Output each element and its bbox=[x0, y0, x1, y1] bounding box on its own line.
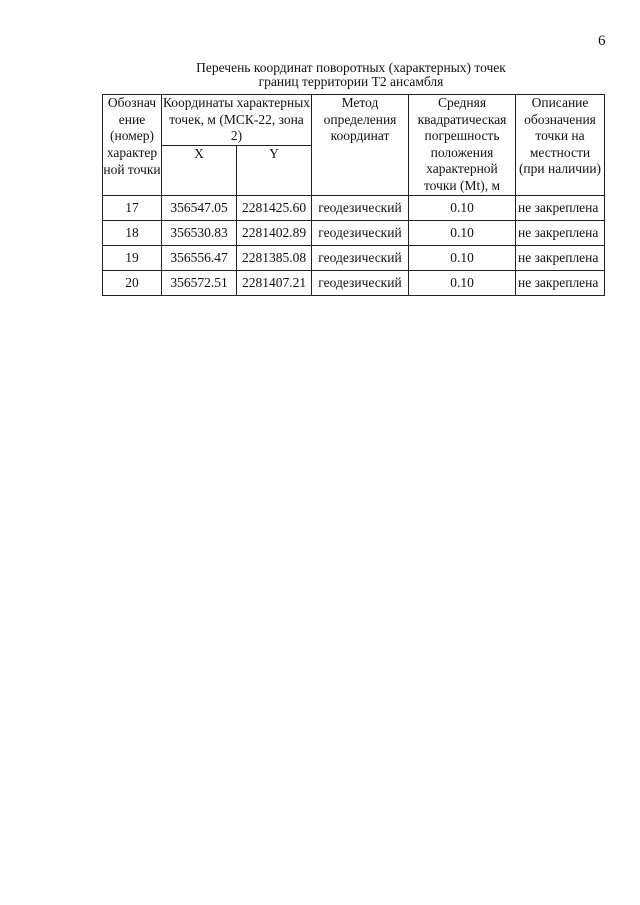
cell-method: геодезический bbox=[312, 196, 409, 221]
cell-point-number: 19 bbox=[103, 246, 162, 271]
cell-error: 0.10 bbox=[409, 246, 516, 271]
header-point-number: Обознач ение (номер) bbox=[103, 95, 162, 146]
table-row bbox=[103, 271, 605, 296]
header-x: X bbox=[162, 145, 237, 196]
cell-x: 356556.47 bbox=[162, 246, 237, 271]
cell-x: 356572.51 bbox=[162, 271, 237, 296]
cell-error: 0.10 bbox=[409, 271, 516, 296]
cell-method: геодезический bbox=[312, 221, 409, 246]
header-y: Y bbox=[237, 145, 312, 196]
header-method: Метод определения координат bbox=[312, 95, 409, 196]
header-row-1 bbox=[103, 95, 605, 146]
cell-y: 2281385.08 bbox=[237, 246, 312, 271]
cell-error: 0.10 bbox=[409, 221, 516, 246]
cell-description: не закреплена bbox=[516, 246, 605, 271]
document-title bbox=[150, 61, 552, 89]
header-error: Средняя квадратическая погрешность положения характерной точки (Mt), м bbox=[409, 95, 516, 196]
table-row bbox=[103, 246, 605, 271]
cell-y: 2281402.89 bbox=[237, 221, 312, 246]
table-row bbox=[103, 196, 605, 221]
coordinates-table bbox=[102, 94, 605, 296]
cell-point-number: 17 bbox=[103, 196, 162, 221]
cell-y: 2281407.21 bbox=[237, 271, 312, 296]
cell-point-number: 20 bbox=[103, 271, 162, 296]
header-point-number-cont: характер ной точки bbox=[103, 145, 162, 196]
header-description: Описание обозначения точки на местности (при наличии) bbox=[516, 95, 605, 196]
page-number: 6 bbox=[598, 33, 606, 49]
cell-y: 2281425.60 bbox=[237, 196, 312, 221]
header-coordinates: Координаты характерных точек, м (МСК-22, зона 2) bbox=[162, 95, 311, 143]
title-line-1: Перечень координат поворотных (характерных) точек bbox=[196, 60, 506, 75]
cell-description: не закреплена bbox=[516, 271, 605, 296]
title-line-2: границ территории Т2 ансамбля bbox=[258, 74, 444, 89]
table-body bbox=[103, 196, 605, 296]
cell-method: геодезический bbox=[312, 246, 409, 271]
cell-error: 0.10 bbox=[409, 196, 516, 221]
cell-x: 356530.83 bbox=[162, 221, 237, 246]
cell-description: не закреплена bbox=[516, 221, 605, 246]
cell-point-number: 18 bbox=[103, 221, 162, 246]
cell-method: геодезический bbox=[312, 271, 409, 296]
cell-x: 356547.05 bbox=[162, 196, 237, 221]
coordinates-table-wrapper bbox=[102, 94, 605, 296]
table-row bbox=[103, 221, 605, 246]
cell-description: не закреплена bbox=[516, 196, 605, 221]
